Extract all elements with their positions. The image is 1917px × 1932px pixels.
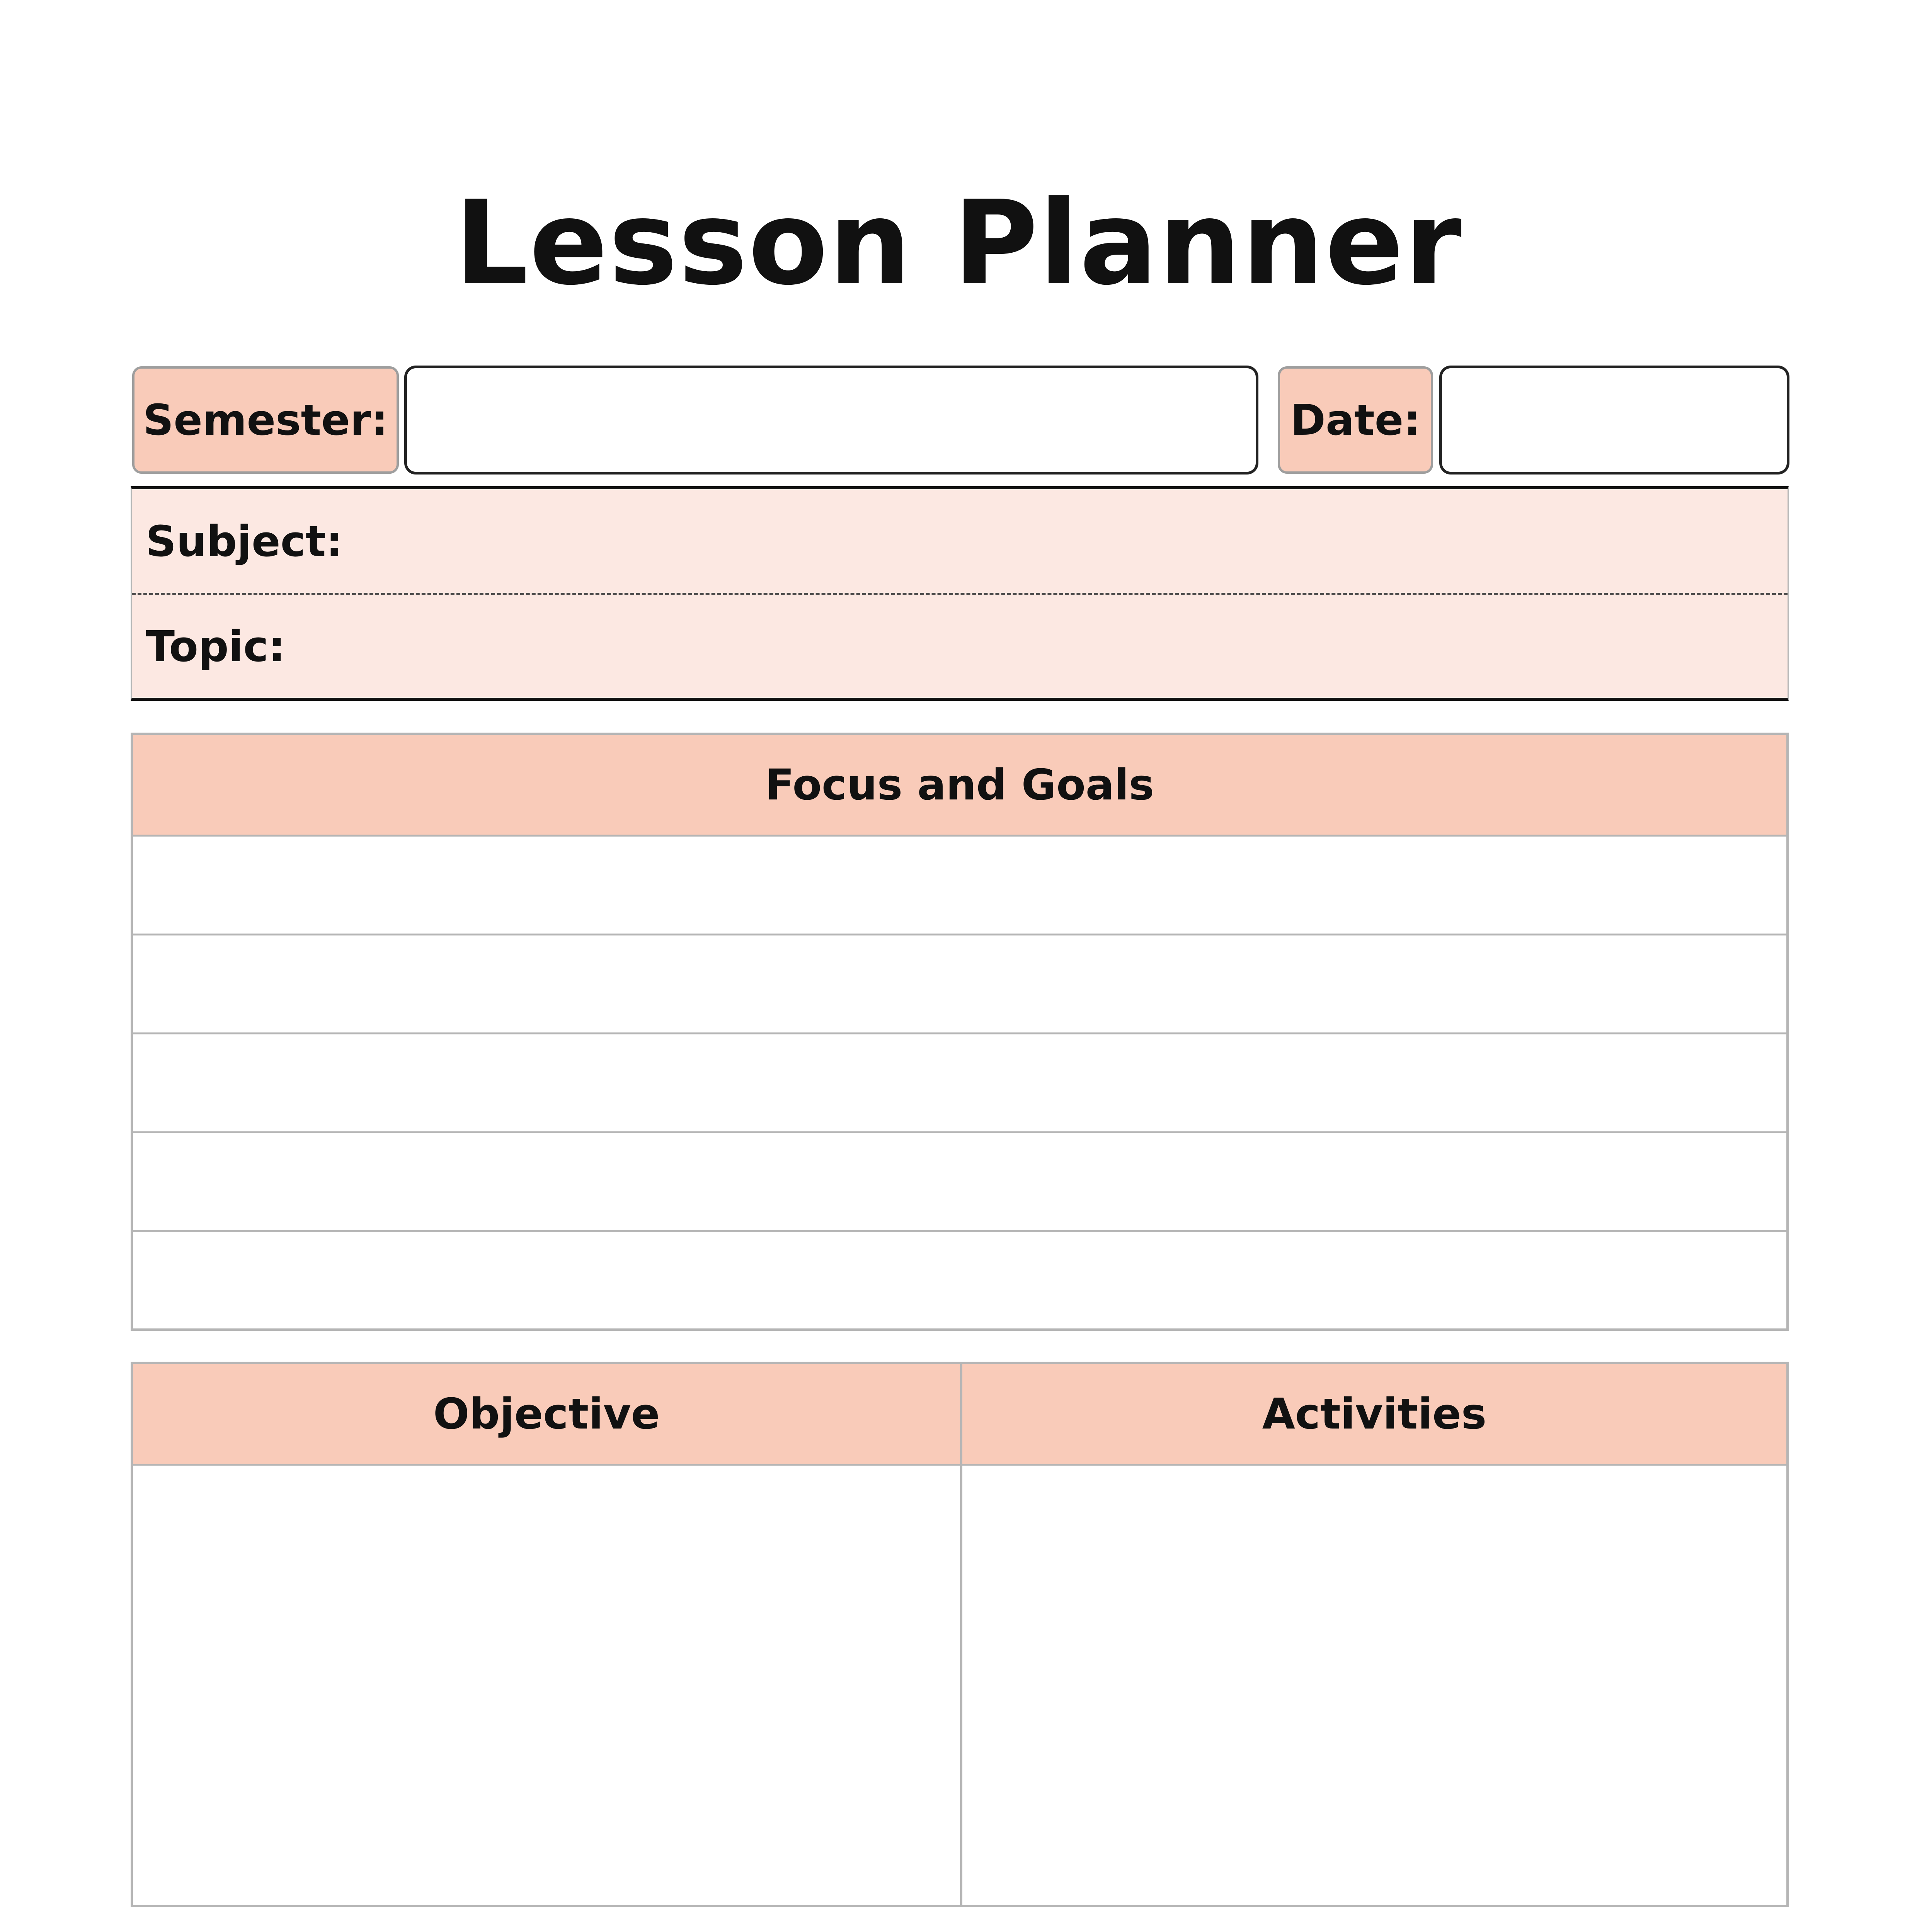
focus-goals-line[interactable] (133, 934, 1786, 1034)
topic-row[interactable] (132, 594, 1788, 699)
subject-label: Subject: (146, 517, 343, 566)
focus-goals-heading: Focus and Goals (133, 735, 1786, 837)
page-title: Lesson Planner (455, 176, 1462, 311)
subject-topic-block (131, 486, 1789, 701)
activities-area[interactable] (962, 1466, 1786, 1905)
objective-activities-section (131, 1362, 1789, 1907)
focus-goals-line[interactable] (133, 1032, 1786, 1133)
date-label: Date: (1278, 366, 1433, 474)
topic-label: Topic: (146, 622, 286, 671)
subject-row[interactable] (132, 489, 1788, 594)
semester-label: Semester: (132, 366, 399, 474)
focus-goals-line[interactable] (133, 835, 1786, 935)
focus-goals-line[interactable] (133, 1230, 1786, 1330)
semester-field[interactable] (404, 366, 1258, 474)
activities-heading: Activities (962, 1364, 1786, 1466)
objective-area[interactable] (133, 1466, 960, 1905)
objective-heading: Objective (133, 1364, 960, 1466)
date-field[interactable] (1439, 366, 1789, 474)
focus-goals-section (131, 733, 1789, 1331)
focus-goals-line[interactable] (133, 1131, 1786, 1232)
